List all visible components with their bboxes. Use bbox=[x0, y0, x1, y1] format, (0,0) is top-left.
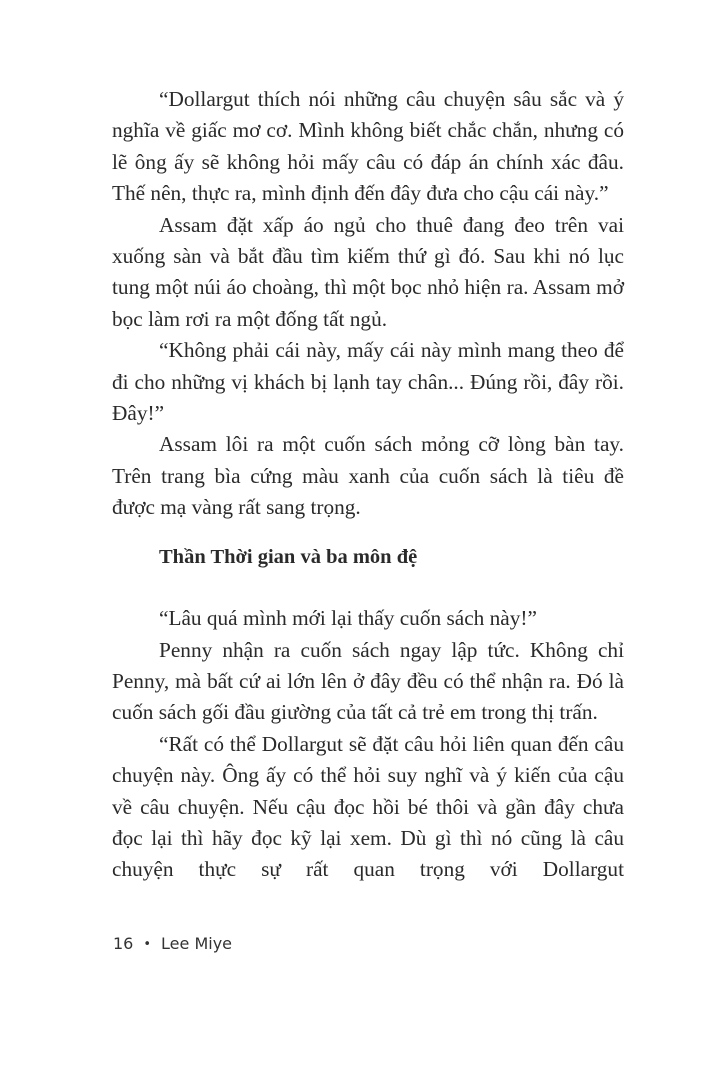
paragraph: “Dollargut thích nói những câu chuyện sâu sắc và ý nghĩa về giấc mơ cơ. Mình không biết chắc chắn, nhưng có lẽ ông ấy sẽ không hỏi mấy câu có đáp án chính xác đâu. Thế nên, thực ra, mình định đến đây đưa cho cậu cái này.” bbox=[112, 87, 624, 206]
paragraph: Assam đặt xấp áo ngủ cho thuê đang đeo trên vai xuống sàn và bắt đầu tìm kiếm thứ gì đó. Sau khi nó lục tung một núi áo choàng, thì một bọc nhỏ hiện ra. Assam mở bọc làm rơi ra một đống tất ngủ. bbox=[112, 212, 624, 331]
author-name: Lee Miye bbox=[161, 934, 232, 953]
paragraph: “Rất có thể Dollargut sẽ đặt câu hỏi liên quan đến câu chuyện này. Ông ấy có thể hỏi suy nghĩ và ý kiến của cậu về câu chuyện. Nếu cậu đọc hồi bé thôi và gần đây chưa đọc lại thì hãy đọc kỹ lại xem. Dù gì thì nó cũng là câu chuyện thực sự rất quan trọng với Dollargut bbox=[112, 731, 624, 882]
page-body bbox=[112, 84, 624, 886]
spacer bbox=[112, 573, 624, 603]
paragraph: “Không phải cái này, mấy cái này mình mang theo để đi cho những vị khách bị lạnh tay chân... Đúng rồi, đây rồi. Đây!” bbox=[112, 338, 624, 426]
page-number: 16 bbox=[113, 934, 134, 953]
bullet-separator: • bbox=[143, 937, 152, 952]
page-footer bbox=[113, 934, 232, 953]
paragraph: Penny nhận ra cuốn sách ngay lập tức. Không chỉ Penny, mà bất cứ ai lớn lên ở đây đều có thể nhận ra. Đó là cuốn sách gối đầu giường của tất cả trẻ em trong thị trấn. bbox=[112, 637, 624, 725]
paragraph: Assam lôi ra một cuốn sách mỏng cỡ lòng bàn tay. Trên trang bìa cứng màu xanh của cuốn sách là tiêu đề được mạ vàng rất sang trọng. bbox=[112, 432, 624, 520]
section-heading: Thần Thời gian và ba môn đệ bbox=[159, 545, 418, 568]
paragraph: “Lâu quá mình mới lại thấy cuốn sách này!” bbox=[159, 606, 537, 631]
